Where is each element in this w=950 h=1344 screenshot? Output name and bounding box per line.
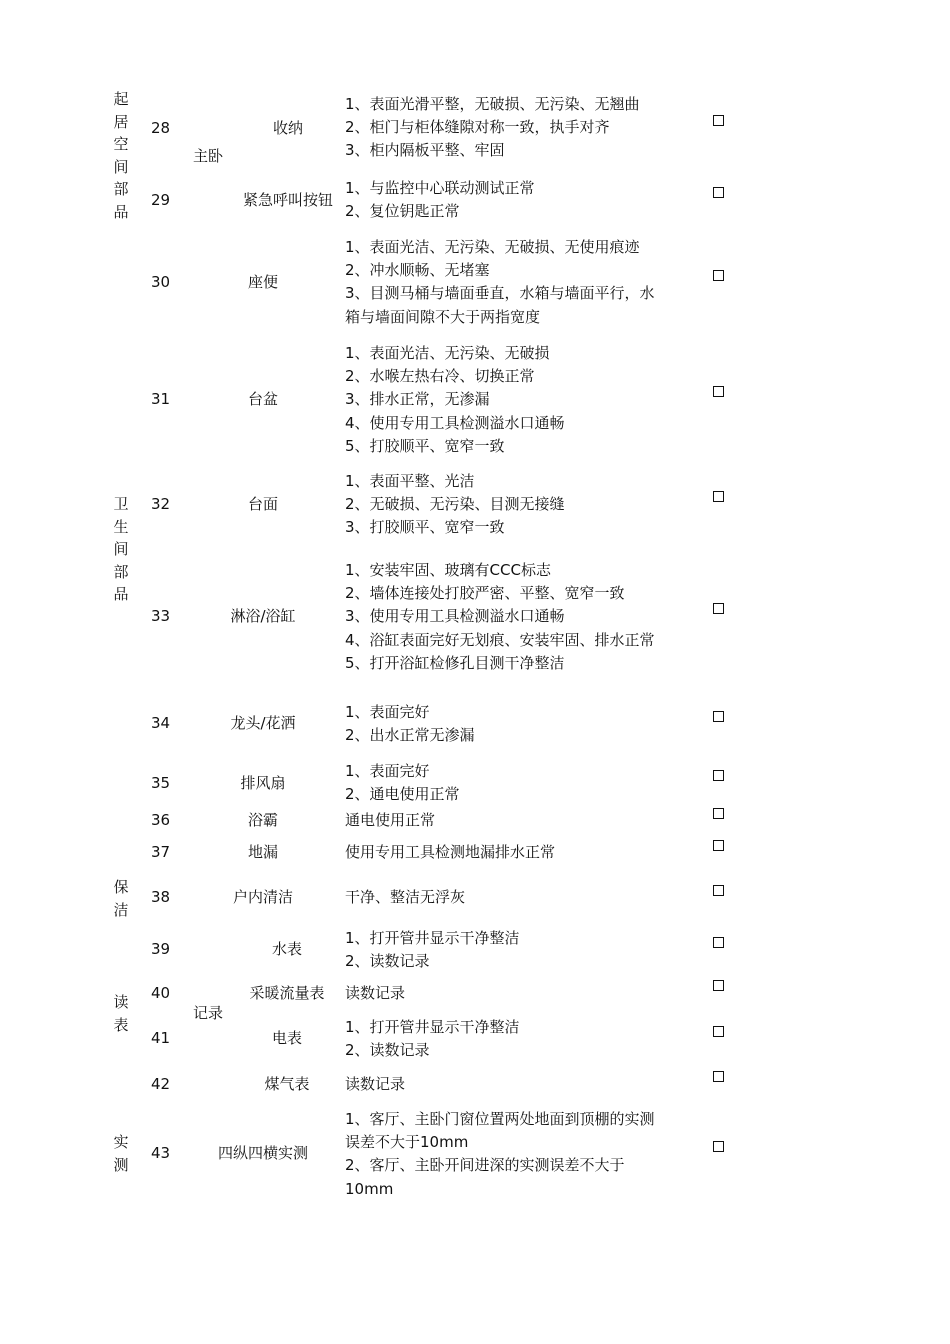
item-requirements: 1、表面完好 2、出水正常无渗漏 (345, 703, 475, 745)
inspection-checkbox[interactable] (713, 885, 724, 896)
inspection-checkbox[interactable] (713, 115, 724, 126)
category-measurement: 实测 (113, 1133, 129, 1174)
item-number: 40 (151, 984, 171, 1002)
item-name: 收纳 (272, 119, 303, 137)
item-name: 地漏 (247, 843, 278, 861)
inspection-checkbox[interactable] (713, 937, 724, 948)
item-number: 35 (151, 774, 171, 792)
item-requirements: 1、打开管井显示干净整洁 2、读数记录 (345, 1018, 520, 1060)
inspection-checkbox[interactable] (713, 491, 724, 502)
category-meter-reading: 读表 (113, 993, 129, 1034)
item-name: 淋浴/浴缸 (230, 607, 296, 625)
category-cleaning: 保洁 (113, 878, 129, 919)
item-name: 台盆 (247, 390, 278, 408)
item-requirements: 1、与监控中心联动测试正常 2、复位钥匙正常 (345, 179, 535, 221)
inspection-checkbox[interactable] (713, 270, 724, 281)
item-number: 41 (151, 1029, 171, 1047)
item-name: 座便 (247, 273, 278, 291)
item-number: 28 (151, 119, 171, 137)
inspection-checkbox[interactable] (713, 840, 724, 851)
item-name: 浴霸 (247, 811, 278, 829)
item-requirements: 1、表面光洁、无污染、无破损、无使用痕迹 2、冲水顺畅、无堵塞 3、目测马桶与墙面垂直，水箱与墙面平行，水 箱与墙面间隙不大于两指宽度 (345, 238, 655, 326)
item-requirements: 干净、整洁无浮灰 (345, 888, 466, 906)
category-living-space: 起居空间部品 (113, 90, 129, 221)
item-name: 采暖流量表 (249, 984, 325, 1002)
item-requirements: 读数记录 (345, 1075, 406, 1093)
inspection-checkbox[interactable] (713, 711, 724, 722)
category-bathroom: 卫生间部品 (113, 495, 129, 603)
item-number: 31 (151, 390, 171, 408)
item-name: 台面 (247, 495, 278, 513)
item-requirements: 1、表面平整、光洁 2、无破损、无污染、目测无接缝 3、打胶顺平、宽窄一致 (345, 472, 565, 537)
item-number: 37 (151, 843, 171, 861)
item-number: 33 (151, 607, 171, 625)
inspection-checkbox[interactable] (713, 603, 724, 614)
item-number: 29 (151, 191, 171, 209)
item-name: 排风扇 (240, 774, 286, 792)
subgroup-record: 记录 (193, 1004, 224, 1022)
item-name: 紧急呼叫按钮 (242, 191, 333, 209)
subgroup-master-bedroom: 主卧 (193, 147, 224, 165)
inspection-checkbox[interactable] (713, 1071, 724, 1082)
inspection-checkbox[interactable] (713, 1026, 724, 1037)
item-number: 38 (151, 888, 171, 906)
inspection-checkbox[interactable] (713, 1141, 724, 1152)
item-number: 43 (151, 1144, 171, 1162)
item-name: 户内清洁 (232, 888, 293, 906)
item-name: 电表 (271, 1029, 302, 1047)
item-requirements: 使用专用工具检测地漏排水正常 (345, 843, 556, 861)
inspection-checkbox[interactable] (713, 770, 724, 781)
item-requirements: 1、表面光洁、无污染、无破损 2、水喉左热右冷、切换正常 3、排水正常，无渗漏 4、使用专用工具检测溢水口通畅 5、打胶顺平、宽窄一致 (345, 344, 565, 455)
item-number: 36 (151, 811, 171, 829)
item-number: 42 (151, 1075, 171, 1093)
inspection-checkbox[interactable] (713, 808, 724, 819)
item-name: 四纵四横实测 (217, 1144, 308, 1162)
inspection-checkbox[interactable] (713, 980, 724, 991)
item-name: 水表 (271, 940, 302, 958)
item-number: 30 (151, 273, 171, 291)
item-name: 煤气表 (264, 1075, 310, 1093)
inspection-checkbox[interactable] (713, 187, 724, 198)
item-number: 39 (151, 940, 171, 958)
item-requirements: 通电使用正常 (345, 811, 436, 829)
item-requirements: 1、安装牢固、玻璃有CCC标志 2、墙体连接处打胶严密、平整、宽窄一致 3、使用专用工具检测溢水口通畅 4、浴缸表面完好无划痕、安装牢固、排水正常 5、打开浴缸检修孔目测干净整洁 (345, 561, 655, 672)
inspection-checkbox[interactable] (713, 386, 724, 397)
item-requirements: 1、客厅、主卧门窗位置两处地面到顶棚的实测 误差不大于10mm 2、客厅、主卧开间进深的实测误差不大于 10mm (345, 1110, 655, 1198)
item-requirements: 读数记录 (345, 984, 406, 1002)
item-name: 龙头/花洒 (230, 714, 296, 732)
item-requirements: 1、表面光滑平整，无破损、无污染、无翘曲 2、柜门与柜体缝隙对称一致，执手对齐 3、柜内隔板平整、牢固 (345, 95, 640, 160)
item-requirements: 1、打开管井显示干净整洁 2、读数记录 (345, 929, 520, 971)
item-requirements: 1、表面完好 2、通电使用正常 (345, 762, 460, 804)
item-number: 32 (151, 495, 171, 513)
item-number: 34 (151, 714, 171, 732)
